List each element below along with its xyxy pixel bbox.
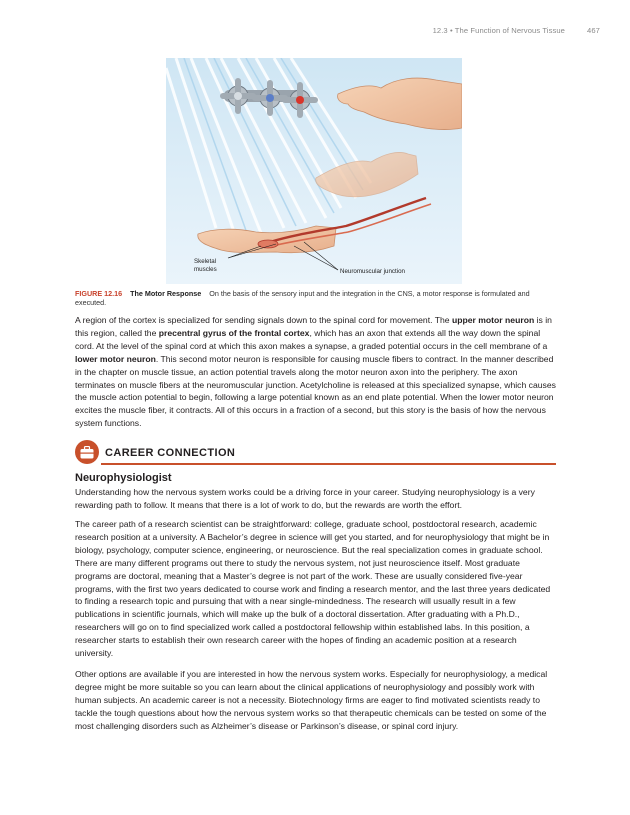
running-head-section: 12.3 • The Function of Nervous Tissue bbox=[432, 26, 566, 35]
briefcase-icon bbox=[75, 440, 99, 464]
term-upper-motor-neuron: upper motor neuron bbox=[451, 315, 535, 325]
career-paragraph-1 bbox=[75, 486, 556, 512]
paragraph-text: Understanding how the nervous system works could be a driving force in your career. Studying neurophysiology is a very rewarding path to follow. It means that there is a lot of work to do, but the rewards are worth the effort. bbox=[75, 487, 535, 510]
term-lower-motor-neuron: lower motor neuron bbox=[75, 353, 156, 364]
page-number: 467 bbox=[587, 26, 600, 35]
figure-caption bbox=[75, 289, 555, 307]
motor-response-illustration bbox=[166, 58, 462, 284]
career-paragraph-3 bbox=[75, 668, 556, 733]
text-run: . This second motor neuron is responsible for causing muscle fibers to contract. In the manner described in the chapter on muscle tissue, an action potential travels along the motor neuron axon into the periphery. The axon terminates on muscle fibers at the neuromuscular junction. Acetylcholine is released at this specialized synapse, which causes the muscle action potential to begin, following a large potential known as an end plate potential. When the lower motor neuron excites the muscle fiber, it contracts. All of this occurs in a fraction of a second, but this story is the basis of how the nervous system functions. bbox=[75, 353, 556, 429]
text-run: A region of the cortex is specialized for sending signals down to the spinal cord for movement. The bbox=[75, 315, 452, 325]
figure-motor-response bbox=[166, 58, 462, 284]
career-rule bbox=[101, 463, 556, 465]
text-run: , which has an axon that extends all the way down the spinal cord. At the level of the spinal cord at which this axon makes a synapse, a graded potential occurs in the cell membrane of a bbox=[75, 327, 548, 351]
label-skeletal-line1: Skeletal bbox=[194, 258, 217, 265]
figure-title: The Motor Response bbox=[130, 289, 202, 298]
career-paragraph-2 bbox=[75, 518, 556, 660]
term-precentral-gyrus: precentral gyrus of the frontal cortex bbox=[158, 327, 310, 338]
career-subheading: Neurophysiologist bbox=[75, 472, 172, 484]
paragraph-text: The career path of a research scientist can be straightforward: college, graduate school, postdoctoral research, academic research position at a university. A Bachelor’s degree in science will get you started, and for neurophysiology that might be in biology, psychology, computer science, engineering, or neuroscience. But the real specialization comes in graduate school. There are many different programs out there to study the nervous system, not just neuroscience itself. Most graduate programs are doctoral, meaning that a Master’s degree is not part of the work. These are usually considered five-year programs, with the first two years dedicated to course work and finding a research mentor, and the last three years dedicated to finding a research topic and pursuing that with a near single-mindedness. The research will usually result in a few publications in scientific journals, which will make up the bulk of a doctoral dissertation. After graduating with a Ph.D., researchers will go on to find specialized work called a postdoctoral fellowship within established labs. In this position, a researcher starts to establish their own research career with the hopes of finding an academic position at a research university. bbox=[75, 519, 551, 659]
text-run: is in this region, called the bbox=[75, 315, 552, 338]
figure-number: FIGURE 12.16 bbox=[75, 289, 123, 298]
paragraph-motor-neurons bbox=[75, 314, 556, 430]
figure-caption-text: On the basis of the sensory input and the integration in the CNS, a motor response is formulated and executed. bbox=[75, 289, 530, 308]
career-connection-title: CAREER CONNECTION bbox=[105, 447, 236, 459]
label-neuromuscular-junction: Neuromuscular junction bbox=[340, 268, 405, 275]
career-connection-header bbox=[75, 439, 556, 467]
paragraph-text: Other options are available if you are interested in how the nervous system works. Especially for neurophysiology, a medical degree might be more suitable so you can learn about the clinical applications of neurophysiology and possibly work with human subjects. An academic career is not a necessity. Biotechnology firms are eager to find motivated scientists ready to tackle the tough questions about how the nervous system works so that therapeutic chemicals can be tested on some of the most challenging disorders such as Alzheimer’s disease or Parkinson’s disease, or spinal cord injury. bbox=[75, 669, 548, 731]
label-skeletal-line2: muscles bbox=[194, 266, 217, 273]
running-head bbox=[433, 26, 600, 35]
